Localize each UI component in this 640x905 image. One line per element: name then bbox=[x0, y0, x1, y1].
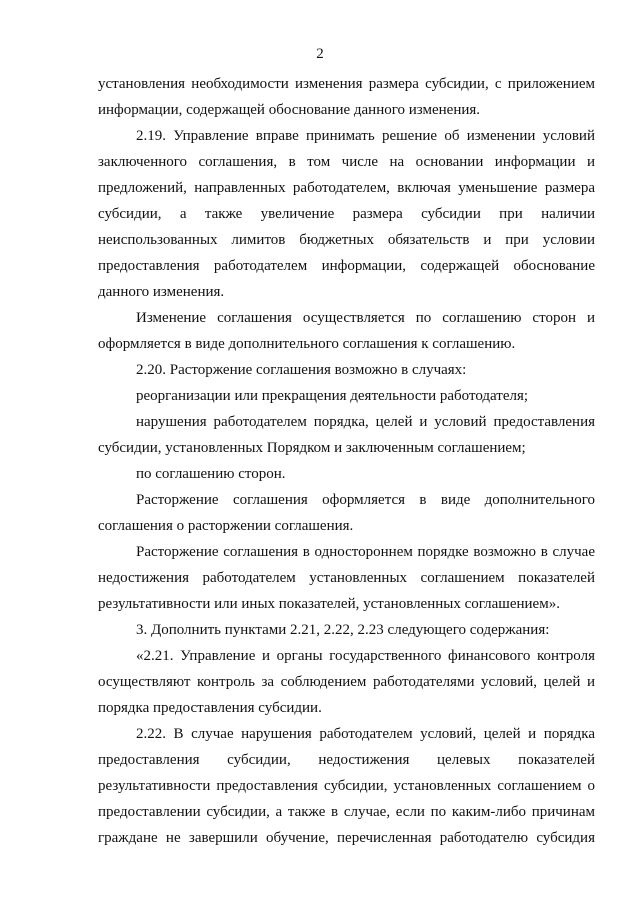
text-line: «2.21. Управление и органы государственного финансового контроля bbox=[136, 648, 595, 664]
text-line: Расторжение соглашения оформляется в виде дополнительного bbox=[136, 492, 595, 508]
page-number: 2 bbox=[316, 46, 324, 62]
text-line: информации, содержащей обоснование данного изменения. bbox=[98, 102, 481, 118]
text-line: данного изменения. bbox=[98, 284, 225, 300]
text-line: граждане не завершили обучение, перечисленная работодателю субсидия bbox=[98, 830, 595, 846]
text-line: заключенного соглашения, в том числе на основании информации и bbox=[98, 154, 595, 170]
text-line: предоставления работодателем информации, содержащей обоснование bbox=[98, 258, 595, 274]
text-line: порядка предоставления субсидии. bbox=[98, 700, 322, 716]
text-line: 2.19. Управление вправе принимать решение об изменении условий bbox=[136, 128, 595, 144]
text-line: Изменение соглашения осуществляется по соглашению сторон и bbox=[136, 310, 595, 326]
text-line: предоставлении субсидии, а также в случае, если по каким-либо причинам bbox=[98, 804, 595, 820]
text-line: 3. Дополнить пунктами 2.21, 2.22, 2.23 следующего содержания: bbox=[136, 622, 550, 638]
text-line: субсидии, а также увеличение размера субсидии при наличии bbox=[98, 206, 595, 222]
text-line: результативности или иных показателей, установленных соглашением». bbox=[98, 596, 560, 612]
text-line: недостижения работодателем установленных соглашением показателей bbox=[98, 570, 595, 586]
text-line: осуществляют контроль за соблюдением работодателями условий, целей и bbox=[98, 674, 595, 690]
text-line: нарушения работодателем порядка, целей и условий предоставления bbox=[136, 414, 595, 430]
text-line: предоставления субсидии, недостижения целевых показателей bbox=[98, 752, 595, 768]
text-line: неиспользованных лимитов бюджетных обязательств и при условии bbox=[98, 232, 595, 248]
text-line: субсидии, установленных Порядком и заключенным соглашением; bbox=[98, 440, 526, 456]
text-line: по соглашению сторон. bbox=[136, 466, 286, 482]
text-line: 2.20. Расторжение соглашения возможно в случаях: bbox=[136, 362, 467, 378]
text-line: реорганизации или прекращения деятельности работодателя; bbox=[136, 388, 529, 404]
text-line: Расторжение соглашения в одностороннем порядке возможно в случае bbox=[136, 544, 595, 560]
text-line: установления необходимости изменения размера субсидии, с приложением bbox=[98, 76, 595, 92]
text-line: соглашения о расторжении соглашения. bbox=[98, 518, 354, 534]
text-line: результативности предоставления субсидии, установленных соглашением о bbox=[98, 778, 595, 794]
text-line: оформляется в виде дополнительного соглашения к соглашению. bbox=[98, 336, 516, 352]
text-line: 2.22. В случае нарушения работодателем условий, целей и порядка bbox=[136, 726, 595, 742]
text-line: предложений, направленных работодателем, включая уменьшение размера bbox=[98, 180, 595, 196]
